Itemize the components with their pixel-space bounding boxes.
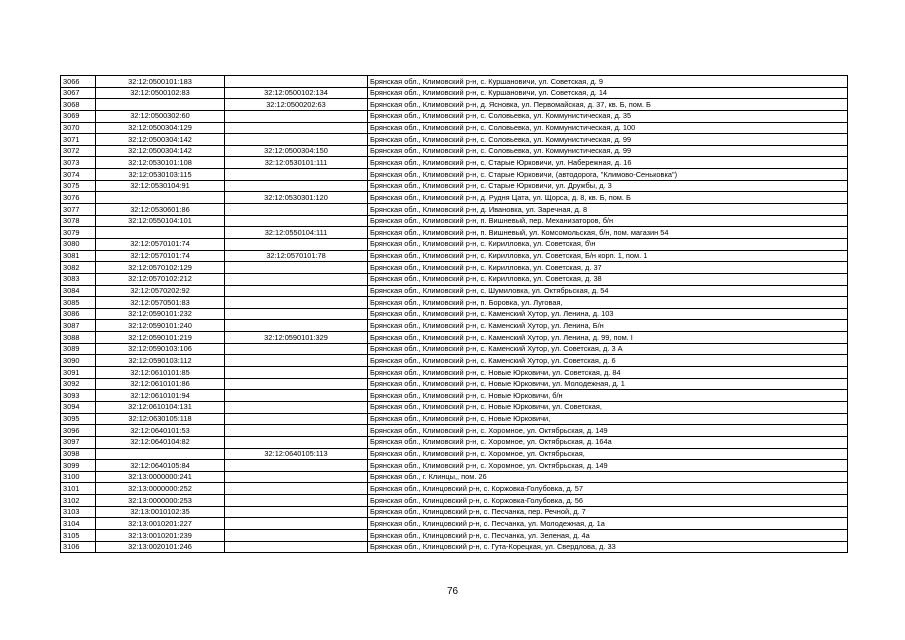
table-row [61, 157, 848, 169]
cadastral-number-2-cell [225, 273, 368, 285]
row-number-cell: 3106 [61, 541, 96, 553]
cadastral-number-2-cell [225, 180, 368, 192]
cadastral-number-cell: 32:12:0590101:219 [96, 332, 225, 344]
table-row [61, 460, 848, 472]
cadastral-number-2-cell [225, 518, 368, 530]
cadastral-number-cell: 32:12:0500102:83 [96, 87, 225, 99]
table-row [61, 436, 848, 448]
address-cell: Брянская обл., Климовский р-н, с. Каменский Хутор, ул. Советская, д. 6 [368, 355, 848, 367]
address-cell: Брянская обл., Климовский р-н, д. Рудня Цата, ул. Щорса, д. 8, кв. Б, пом. Б [368, 192, 848, 204]
table-row [61, 273, 848, 285]
row-number-cell: 3091 [61, 367, 96, 379]
row-number-cell: 3089 [61, 343, 96, 355]
row-number-cell: 3072 [61, 145, 96, 157]
cadastral-number-cell: 32:12:0610101:94 [96, 390, 225, 402]
table-row [61, 483, 848, 495]
cadastral-number-2-cell [225, 134, 368, 146]
row-number-cell: 3066 [61, 76, 96, 88]
cadastral-number-2-cell [225, 436, 368, 448]
cadastral-number-cell: 32:12:0640105:84 [96, 460, 225, 472]
address-cell: Брянская обл., Клинцовский р-н, с. Песчанка, пер. Речной, д. 7 [368, 506, 848, 518]
table-row [61, 529, 848, 541]
table-row [61, 110, 848, 122]
address-cell: Брянская обл., Климовский р-н, с. Старые Юрковичи, (автодорога, "Климово-Сеньковка") [368, 169, 848, 181]
table-row [61, 378, 848, 390]
row-number-cell: 3070 [61, 122, 96, 134]
row-number-cell: 3080 [61, 238, 96, 250]
address-cell: Брянская обл., Климовский р-н, с. Старые Юрковичи, ул. Набережная, д. 16 [368, 157, 848, 169]
row-number-cell: 3094 [61, 401, 96, 413]
address-cell: Брянская обл., Климовский р-н, с. Соловьевка, ул. Коммунистическая, д. 35 [368, 110, 848, 122]
cadastral-number-2-cell [225, 122, 368, 134]
row-number-cell: 3105 [61, 529, 96, 541]
cadastral-number-2-cell [225, 320, 368, 332]
cadastral-number-cell: 32:12:0500304:142 [96, 134, 225, 146]
table-row [61, 355, 848, 367]
cadastral-number-2-cell [225, 529, 368, 541]
address-cell: Брянская обл., Климовский р-н, с. Хоромное, ул. Октябрьская, д. 164а [368, 436, 848, 448]
table-row [61, 262, 848, 274]
cadastral-number-cell: 32:12:0640101:53 [96, 425, 225, 437]
row-number-cell: 3103 [61, 506, 96, 518]
row-number-cell: 3079 [61, 227, 96, 239]
table-row [61, 297, 848, 309]
cadastral-number-cell: 32:12:0570202:92 [96, 285, 225, 297]
row-number-cell: 3083 [61, 273, 96, 285]
table-row [61, 285, 848, 297]
cadastral-number-2-cell [225, 169, 368, 181]
cadastral-number-2-cell [225, 495, 368, 507]
address-cell: Брянская обл., Климовский р-н, с. Соловьевка, ул. Коммунистическая, д. 99 [368, 145, 848, 157]
table-row [61, 367, 848, 379]
address-cell: Брянская обл., Климовский р-н, с. Новые Юрковичи, ул. Советская, [368, 401, 848, 413]
address-cell: Брянская обл., Климовский р-н, п. Боровка, ул. Луговая, [368, 297, 848, 309]
row-number-cell: 3096 [61, 425, 96, 437]
cadastral-number-cell: 32:13:0010201:239 [96, 529, 225, 541]
table-row [61, 390, 848, 402]
cadastral-number-2-cell: 32:12:0500304:150 [225, 145, 368, 157]
address-cell: Брянская обл., Климовский р-н, с. Кирилловка, ул. Советская, д. 37 [368, 262, 848, 274]
cadastral-number-cell: 32:12:0590103:106 [96, 343, 225, 355]
cadastral-number-2-cell [225, 285, 368, 297]
table-row [61, 122, 848, 134]
address-cell: Брянская обл., Климовский р-н, с. Новые Юрковичи, ул. Советская, д. 84 [368, 367, 848, 379]
row-number-cell: 3085 [61, 297, 96, 309]
table-row [61, 332, 848, 344]
row-number-cell: 3090 [61, 355, 96, 367]
cadastral-number-2-cell [225, 460, 368, 472]
table-row [61, 343, 848, 355]
cadastral-number-cell [96, 99, 225, 111]
cadastral-number-cell: 32:12:0610101:85 [96, 367, 225, 379]
address-cell: Брянская обл., Климовский р-н, с. Куршановичи, ул. Советская, д. 14 [368, 87, 848, 99]
cadastral-number-2-cell [225, 425, 368, 437]
row-number-cell: 3087 [61, 320, 96, 332]
table-row [61, 506, 848, 518]
row-number-cell: 3077 [61, 204, 96, 216]
table-row [61, 250, 848, 262]
cadastral-number-cell: 32:12:0570101:74 [96, 250, 225, 262]
cadastral-number-2-cell [225, 204, 368, 216]
cadastral-number-cell: 32:12:0500304:142 [96, 145, 225, 157]
table-row [61, 238, 848, 250]
cadastral-number-2-cell [225, 378, 368, 390]
cadastral-number-cell: 32:12:0610104:131 [96, 401, 225, 413]
cadastral-number-2-cell [225, 308, 368, 320]
cadastral-number-cell: 32:12:0630105:118 [96, 413, 225, 425]
registry-table [60, 75, 848, 553]
address-cell: Брянская обл., г. Клинцы,, пом. 26 [368, 471, 848, 483]
cadastral-number-2-cell [225, 297, 368, 309]
table-row [61, 192, 848, 204]
row-number-cell: 3068 [61, 99, 96, 111]
table-row [61, 471, 848, 483]
table-row [61, 448, 848, 460]
cadastral-number-2-cell: 32:12:0530301:120 [225, 192, 368, 204]
cadastral-number-2-cell [225, 506, 368, 518]
cadastral-number-cell: 32:12:0570501:83 [96, 297, 225, 309]
row-number-cell: 3084 [61, 285, 96, 297]
cadastral-number-cell: 32:12:0640104:82 [96, 436, 225, 448]
address-cell: Брянская обл., Климовский р-н, с. Хоромное, ул. Октябрьская, д. 149 [368, 425, 848, 437]
table-row [61, 145, 848, 157]
cadastral-number-2-cell [225, 413, 368, 425]
cadastral-number-2-cell: 32:12:0640105:113 [225, 448, 368, 460]
cadastral-number-cell: 32:13:0000000:253 [96, 495, 225, 507]
address-cell: Брянская обл., Климовский р-н, с. Кирилловка, ул. Советская, Б/н корп. 1, пом. 1 [368, 250, 848, 262]
address-cell: Брянская обл., Климовский р-н, с. Старые Юрковичи, ул. Дружбы, д. 3 [368, 180, 848, 192]
cadastral-number-cell: 32:12:0570102:129 [96, 262, 225, 274]
cadastral-number-cell: 32:12:0530103:115 [96, 169, 225, 181]
cadastral-number-cell [96, 227, 225, 239]
table-row [61, 87, 848, 99]
table-row [61, 320, 848, 332]
address-cell: Брянская обл., Климовский р-н, с. Шумиловка, ул. Октябрьская, д. 54 [368, 285, 848, 297]
address-cell: Брянская обл., Климовский р-н, с. Соловьевка, ул. Коммунистическая, д. 100 [368, 122, 848, 134]
cadastral-number-2-cell [225, 483, 368, 495]
row-number-cell: 3074 [61, 169, 96, 181]
row-number-cell: 3095 [61, 413, 96, 425]
cadastral-number-2-cell: 32:12:0530101:111 [225, 157, 368, 169]
cadastral-number-cell: 32:12:0500101:183 [96, 76, 225, 88]
row-number-cell: 3101 [61, 483, 96, 495]
address-cell: Брянская обл., Клинцовский р-н, с. Песчанка, ул. Молодежная, д. 1а [368, 518, 848, 530]
cadastral-number-2-cell [225, 541, 368, 553]
table-row [61, 308, 848, 320]
address-cell: Брянская обл., Климовский р-н, с. Соловьевка, ул. Коммунистическая, д. 99 [368, 134, 848, 146]
table-row [61, 413, 848, 425]
table-row [61, 401, 848, 413]
table-row [61, 204, 848, 216]
address-cell: Брянская обл., Климовский р-н, п. Вишневый, пер. Механизаторов, б/н [368, 215, 848, 227]
row-number-cell: 3093 [61, 390, 96, 402]
cadastral-number-cell: 32:13:0010201:227 [96, 518, 225, 530]
cadastral-number-cell: 32:13:0010102:35 [96, 506, 225, 518]
cadastral-number-cell: 32:12:0530601:86 [96, 204, 225, 216]
cadastral-number-cell: 32:12:0570101:74 [96, 238, 225, 250]
cadastral-number-cell: 32:13:0020101:246 [96, 541, 225, 553]
table-row [61, 180, 848, 192]
registry-table-body [61, 76, 848, 553]
cadastral-number-cell: 32:12:0590103:112 [96, 355, 225, 367]
table-row [61, 425, 848, 437]
cadastral-number-2-cell: 32:12:0550104:111 [225, 227, 368, 239]
row-number-cell: 3069 [61, 110, 96, 122]
cadastral-number-cell: 32:13:0000000:252 [96, 483, 225, 495]
cadastral-number-cell: 32:12:0500302:60 [96, 110, 225, 122]
row-number-cell: 3086 [61, 308, 96, 320]
row-number-cell: 3081 [61, 250, 96, 262]
address-cell: Брянская обл., Климовский р-н, д. Ясновка, ул. Первомайская, д. 37, кв. Б, пом. Б [368, 99, 848, 111]
cadastral-number-cell [96, 448, 225, 460]
table-row [61, 495, 848, 507]
cadastral-number-2-cell [225, 390, 368, 402]
address-cell: Брянская обл., Климовский р-н, с. Новые Юрковичи, б/н [368, 390, 848, 402]
address-cell: Брянская обл., Климовский р-н, с. Новые Юрковичи, [368, 413, 848, 425]
cadastral-number-2-cell: 32:12:0500202:63 [225, 99, 368, 111]
row-number-cell: 3100 [61, 471, 96, 483]
address-cell: Брянская обл., Климовский р-н, с. Новые Юрковичи, ул. Молодежная, д. 1 [368, 378, 848, 390]
table-row [61, 541, 848, 553]
cadastral-number-2-cell [225, 355, 368, 367]
cadastral-number-2-cell [225, 401, 368, 413]
row-number-cell: 3097 [61, 436, 96, 448]
row-number-cell: 3099 [61, 460, 96, 472]
cadastral-number-cell: 32:12:0610101:86 [96, 378, 225, 390]
cadastral-number-2-cell [225, 238, 368, 250]
row-number-cell: 3071 [61, 134, 96, 146]
row-number-cell: 3067 [61, 87, 96, 99]
row-number-cell: 3076 [61, 192, 96, 204]
cadastral-number-cell: 32:12:0550104:101 [96, 215, 225, 227]
row-number-cell: 3078 [61, 215, 96, 227]
cadastral-number-2-cell [225, 215, 368, 227]
address-cell: Брянская обл., Климовский р-н, п. Вишневый, ул. Комсомольская, б/н, пом. магазин 54 [368, 227, 848, 239]
cadastral-number-2-cell: 32:12:0500102:134 [225, 87, 368, 99]
address-cell: Брянская обл., Климовский р-н, с. Каменский Хутор, ул. Ленина, д. 99, пом. I [368, 332, 848, 344]
page-number: 76 [446, 586, 459, 597]
table-row [61, 169, 848, 181]
cadastral-number-2-cell [225, 367, 368, 379]
cadastral-number-2-cell [225, 343, 368, 355]
row-number-cell: 3075 [61, 180, 96, 192]
table-row [61, 227, 848, 239]
cadastral-number-cell: 32:12:0530101:108 [96, 157, 225, 169]
address-cell: Брянская обл., Климовский р-н, с. Каменский Хутор, ул. Ленина, д. 103 [368, 308, 848, 320]
cadastral-number-2-cell [225, 76, 368, 88]
cadastral-number-cell: 32:12:0570102:212 [96, 273, 225, 285]
row-number-cell: 3082 [61, 262, 96, 274]
address-cell: Брянская обл., Клинцовский р-н, с. Гута-Корецкая, ул. Свердлова, д. 33 [368, 541, 848, 553]
table-row [61, 518, 848, 530]
address-cell: Брянская обл., Климовский р-н, с. Кирилловка, ул. Советская, д. 38 [368, 273, 848, 285]
table-row [61, 76, 848, 88]
cadastral-number-cell: 32:12:0530104:91 [96, 180, 225, 192]
table-row [61, 134, 848, 146]
address-cell: Брянская обл., Клинцовский р-н, с. Коржовка-Голубовка, д. 57 [368, 483, 848, 495]
cadastral-number-cell: 32:13:0000000:241 [96, 471, 225, 483]
address-cell: Брянская обл., Климовский р-н, с. Куршановичи, ул. Советская, д. 9 [368, 76, 848, 88]
address-cell: Брянская обл., Климовский р-н, с. Каменский Хутор, ул. Советская, д. 3 А [368, 343, 848, 355]
cadastral-number-cell: 32:12:0500304:129 [96, 122, 225, 134]
table-row [61, 215, 848, 227]
table-row [61, 99, 848, 111]
address-cell: Брянская обл., Климовский р-н, с. Кирилловка, ул. Советская, б\н [368, 238, 848, 250]
row-number-cell: 3088 [61, 332, 96, 344]
address-cell: Брянская обл., Климовский р-н, д. Ивановка, ул. Заречная, д. 8 [368, 204, 848, 216]
cadastral-number-cell [96, 192, 225, 204]
address-cell: Брянская обл., Климовский р-н, с. Хоромное, ул. Октябрьская, д. 149 [368, 460, 848, 472]
address-cell: Брянская обл., Климовский р-н, с. Каменский Хутор, ул. Ленина, Б/н [368, 320, 848, 332]
row-number-cell: 3073 [61, 157, 96, 169]
cadastral-number-cell: 32:12:0590101:240 [96, 320, 225, 332]
address-cell: Брянская обл., Клинцовский р-н, с. Песчанка, ул. Зеленая, д. 4а [368, 529, 848, 541]
cadastral-number-cell: 32:12:0590101:232 [96, 308, 225, 320]
cadastral-number-2-cell [225, 110, 368, 122]
row-number-cell: 3104 [61, 518, 96, 530]
address-cell: Брянская обл., Клинцовский р-н, с. Коржовка-Голубовка, д. 56 [368, 495, 848, 507]
row-number-cell: 3092 [61, 378, 96, 390]
cadastral-number-2-cell: 32:12:0590101:329 [225, 332, 368, 344]
row-number-cell: 3102 [61, 495, 96, 507]
cadastral-number-2-cell [225, 262, 368, 274]
cadastral-number-2-cell: 32:12:0570101:78 [225, 250, 368, 262]
row-number-cell: 3098 [61, 448, 96, 460]
address-cell: Брянская обл., Климовский р-н, с. Хоромное, ул. Октябрьская, [368, 448, 848, 460]
cadastral-number-2-cell [225, 471, 368, 483]
